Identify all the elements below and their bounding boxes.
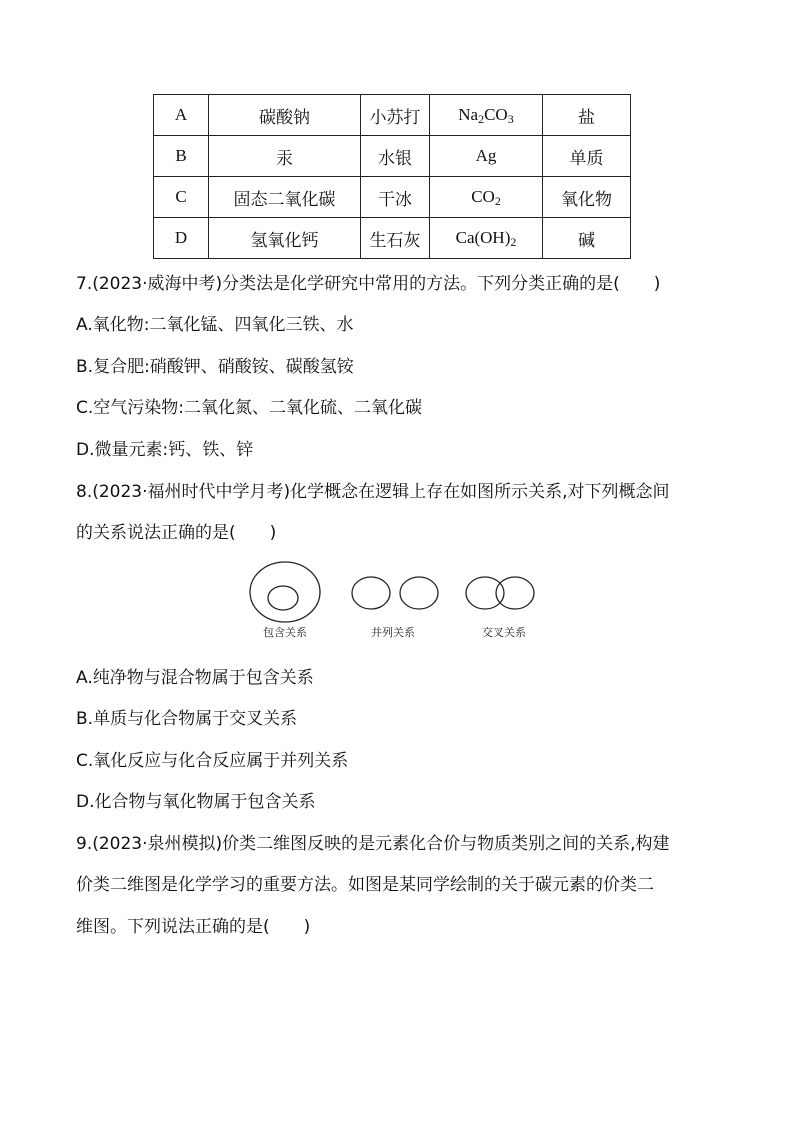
- chemical-formula: $Ca(OH)_2$: [430, 218, 543, 259]
- question-7-option-a: A.氧化物:二氧化锰、四氧化三铁、水: [76, 315, 354, 335]
- parallel-label: 并列关系: [371, 626, 415, 639]
- substance-category: 碱: [543, 218, 631, 259]
- crossing-relation-figure: [466, 577, 534, 639]
- table-row: [154, 177, 631, 218]
- common-name: 小苏打: [361, 95, 430, 136]
- common-name: 水银: [361, 136, 430, 177]
- substance-category: 盐: [543, 95, 631, 136]
- chemical-name: 固态二氧化碳: [209, 177, 361, 218]
- question-9-stem-line-1: 9.(2023·泉州模拟)价类二维图反映的是元素化合价与物质类别之间的关系,构建: [76, 834, 670, 854]
- question-8-option-d: D.化合物与氧化物属于包含关系: [76, 792, 316, 812]
- right-overlap-circle: [496, 577, 534, 609]
- question-8-option-a: A.纯净物与混合物属于包含关系: [76, 668, 314, 688]
- question-8-stem-line-1: 8.(2023·福州时代中学月考)化学概念在逻辑上存在如图所示关系,对下列概念间: [76, 482, 670, 502]
- row-letter: A: [154, 95, 209, 136]
- chemical-name: 汞: [209, 136, 361, 177]
- question-8-option-b: B.单质与化合物属于交叉关系: [76, 709, 298, 729]
- question-7-option-d: D.微量元素:钙、铁、锌: [76, 440, 254, 460]
- inner-circle: [268, 586, 298, 610]
- question-7-stem: 7.(2023·威海中考)分类法是化学研究中常用的方法。下列分类正确的是( ): [76, 274, 661, 294]
- row-letter: D: [154, 218, 209, 259]
- chemical-name: 氢氧化钙: [209, 218, 361, 259]
- row-letter: B: [154, 136, 209, 177]
- containing-relation-figure: [250, 562, 320, 639]
- common-name: 生石灰: [361, 218, 430, 259]
- substance-table: [153, 94, 631, 259]
- substance-category: 氧化物: [543, 177, 631, 218]
- parallel-relation-figure: [352, 577, 438, 639]
- containing-label: 包含关系: [263, 626, 307, 639]
- left-overlap-circle: [466, 577, 504, 609]
- question-7-option-c: C.空气污染物:二氧化氮、二氧化硫、二氧化碳: [76, 398, 423, 418]
- chemical-formula: Ag: [430, 136, 543, 177]
- row-letter: C: [154, 177, 209, 218]
- question-8-option-c: C.氧化反应与化合反应属于并列关系: [76, 751, 349, 771]
- substance-category: 单质: [543, 136, 631, 177]
- question-8-stem-line-2: 的关系说法正确的是( ): [76, 523, 277, 543]
- question-7-option-b: B.复合肥:硝酸钾、硝酸铵、碳酸氢铵: [76, 357, 354, 377]
- chemical-formula: $CO_2$: [430, 177, 543, 218]
- question-9-stem-line-3: 维图。下列说法正确的是( ): [76, 917, 311, 937]
- table-row: [154, 218, 631, 259]
- question-9-stem-line-2: 价类二维图是化学学习的重要方法。如图是某同学绘制的关于碳元素的价类二: [76, 875, 654, 895]
- chemical-formula: $Na_2CO_3$: [430, 95, 543, 136]
- concept-relation-diagram: [245, 560, 545, 644]
- crossing-label: 交叉关系: [482, 626, 526, 639]
- chemical-name: 碳酸钠: [209, 95, 361, 136]
- table-row: [154, 95, 631, 136]
- outer-circle: [250, 562, 320, 622]
- common-name: 干冰: [361, 177, 430, 218]
- right-circle: [400, 577, 438, 609]
- table-row: [154, 136, 631, 177]
- left-circle: [352, 577, 390, 609]
